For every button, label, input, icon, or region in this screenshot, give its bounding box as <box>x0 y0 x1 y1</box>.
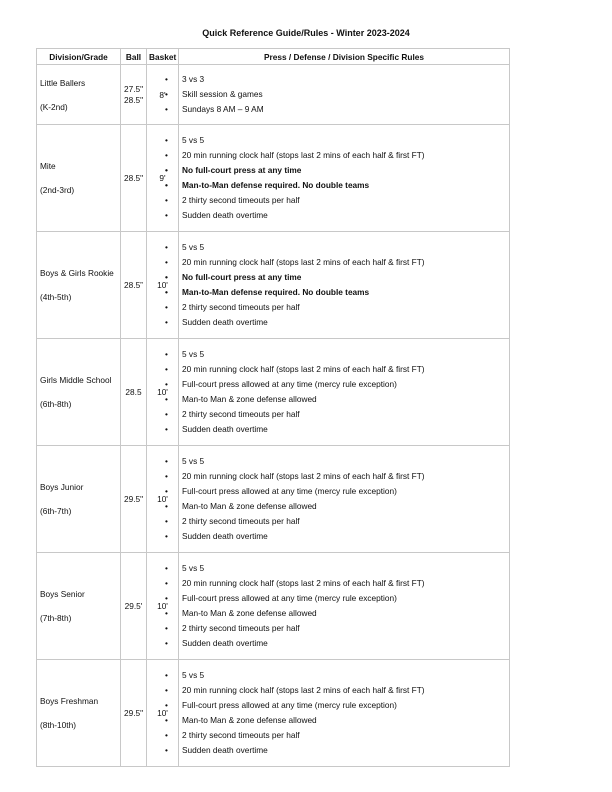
rules-table <box>36 48 510 767</box>
division-grade: (4th-5th) <box>40 292 72 302</box>
rule-item: • Sudden death overtime <box>182 529 506 544</box>
rule-item: • 2 thirty second timeouts per half <box>182 300 506 315</box>
ball-size: 29.5' <box>124 600 143 611</box>
division-cell <box>37 339 121 446</box>
division-cell <box>37 65 121 125</box>
rules-list <box>182 561 506 652</box>
rules-list <box>182 454 506 545</box>
table-row <box>37 65 510 125</box>
division-cell <box>37 125 121 232</box>
rule-item: • Full-court press allowed at any time (mercy rule exception) <box>182 698 506 713</box>
rule-item: • Full-court press allowed at any time (mercy rule exception) <box>182 484 506 499</box>
basket-height-cell: 8' <box>147 65 179 125</box>
ball-size-cell <box>121 446 147 553</box>
division-grade: (K-2nd) <box>40 101 68 112</box>
rule-item: • 5 vs 5 <box>182 240 506 255</box>
rules-cell <box>179 65 510 125</box>
basket-height-cell: 10' <box>147 339 179 446</box>
rule-item: • 5 vs 5 <box>182 454 506 469</box>
division-name: Boys Freshman <box>40 696 99 706</box>
rule-item: • 5 vs 5 <box>182 133 506 148</box>
rule-item: • 2 thirty second timeouts per half <box>182 193 506 208</box>
table-row <box>37 125 510 232</box>
table-row <box>37 660 510 767</box>
header-row <box>37 49 510 65</box>
table-row <box>37 232 510 339</box>
rule-item: • Man-to-Man defense required. No double teams <box>182 178 506 193</box>
division-grade: (7th-8th) <box>40 613 72 623</box>
rule-item: • Sudden death overtime <box>182 636 506 651</box>
basket-height-cell: 10' <box>147 660 179 767</box>
table-row <box>37 339 510 446</box>
rule-item: • 2 thirty second timeouts per half <box>182 728 506 743</box>
table-row <box>37 553 510 660</box>
rule-item: • Man-to Man & zone defense allowed <box>182 499 506 514</box>
rules-list <box>182 72 506 117</box>
rule-item: • 20 min running clock half (stops last 2 mins of each half & first FT) <box>182 576 506 591</box>
division-cell <box>37 232 121 339</box>
basket-height-cell: 10' <box>147 553 179 660</box>
basket-height-cell: 9' <box>147 125 179 232</box>
rule-item: • Sudden death overtime <box>182 422 506 437</box>
page-title: Quick Reference Guide/Rules - Winter 2023-2024 <box>202 28 410 38</box>
rule-item: • 2 thirty second timeouts per half <box>182 407 506 422</box>
header-ball: Ball <box>121 49 147 65</box>
ball-size-cell <box>121 65 147 125</box>
rules-cell <box>179 339 510 446</box>
rule-item: • 20 min running clock half (stops last 2 mins of each half & first FT) <box>182 469 506 484</box>
rules-cell <box>179 232 510 339</box>
rule-item: • Man-to Man & zone defense allowed <box>182 606 506 621</box>
ball-size-cell <box>121 553 147 660</box>
table-row <box>37 446 510 553</box>
division-name: Boys Senior <box>40 589 85 599</box>
rule-item: • 3 vs 3 <box>182 72 506 87</box>
division-cell <box>37 660 121 767</box>
rule-item: • Sudden death overtime <box>182 743 506 758</box>
rules-cell <box>179 125 510 232</box>
rules-list <box>182 240 506 331</box>
rules-list <box>182 668 506 759</box>
ball-size-cell <box>121 660 147 767</box>
division-name: Mite <box>40 161 56 171</box>
rules-list <box>182 133 506 224</box>
division-grade: (6th-8th) <box>40 399 72 409</box>
ball-size-cell <box>121 125 147 232</box>
division-grade: (2nd-3rd) <box>40 185 75 195</box>
rule-item: • 20 min running clock half (stops last 2 mins of each half & first FT) <box>182 148 506 163</box>
ball-size-cell <box>121 232 147 339</box>
rules-table-body <box>37 65 510 767</box>
ball-size: 29.5" <box>124 493 144 504</box>
rule-item: • Man-to-Man defense required. No double teams <box>182 285 506 300</box>
ball-size: 27.5" <box>124 83 144 94</box>
ball-size: 28.5" <box>124 172 144 183</box>
rule-item: • 20 min running clock half (stops last 2 mins of each half & first FT) <box>182 255 506 270</box>
division-name: Little Ballers <box>40 77 86 88</box>
division-name: Boys & Girls Rookie <box>40 268 114 278</box>
rule-item: • Full-court press allowed at any time (mercy rule exception) <box>182 377 506 392</box>
rules-cell <box>179 553 510 660</box>
rule-item: • No full-court press at any time <box>182 270 506 285</box>
rules-list <box>182 347 506 438</box>
basket-height-cell: 10' <box>147 446 179 553</box>
rule-item: • Sudden death overtime <box>182 315 506 330</box>
header-basket: Basket <box>147 49 179 65</box>
rules-cell <box>179 660 510 767</box>
rule-item: • 5 vs 5 <box>182 561 506 576</box>
ball-size: 28.5 <box>125 386 142 397</box>
rule-item: • 20 min running clock half (stops last 2 mins of each half & first FT) <box>182 683 506 698</box>
division-name: Boys Junior <box>40 482 84 492</box>
division-grade: (6th-7th) <box>40 506 72 516</box>
rule-item: • Sudden death overtime <box>182 208 506 223</box>
division-cell <box>37 446 121 553</box>
rule-item: • 5 vs 5 <box>182 668 506 683</box>
division-cell <box>37 553 121 660</box>
rule-item: • 2 thirty second timeouts per half <box>182 621 506 636</box>
division-grade: (8th-10th) <box>40 720 76 730</box>
ball-size-cell <box>121 339 147 446</box>
ball-size: 28.5” <box>124 279 143 290</box>
rule-item: • 2 thirty second timeouts per half <box>182 514 506 529</box>
rule-item: • 5 vs 5 <box>182 347 506 362</box>
basket-height-cell: 10' <box>147 232 179 339</box>
division-name: Girls Middle School <box>40 375 112 385</box>
rule-item: • Full-court press allowed at any time (mercy rule exception) <box>182 591 506 606</box>
ball-size: 28.5" <box>124 94 144 105</box>
ball-size: 29.5" <box>124 707 144 718</box>
rule-item: • Sundays 8 AM – 9 AM <box>182 102 506 117</box>
rules-cell <box>179 446 510 553</box>
rule-item: • No full-court press at any time <box>182 163 506 178</box>
rule-item: • 20 min running clock half (stops last 2 mins of each half & first FT) <box>182 362 506 377</box>
rule-item: • Skill session & games <box>182 87 506 102</box>
header-rules: Press / Defense / Division Specific Rules <box>179 49 510 65</box>
rule-item: • Man-to Man & zone defense allowed <box>182 713 506 728</box>
header-division: Division/Grade <box>37 49 121 65</box>
rule-item: • Man-to Man & zone defense allowed <box>182 392 506 407</box>
